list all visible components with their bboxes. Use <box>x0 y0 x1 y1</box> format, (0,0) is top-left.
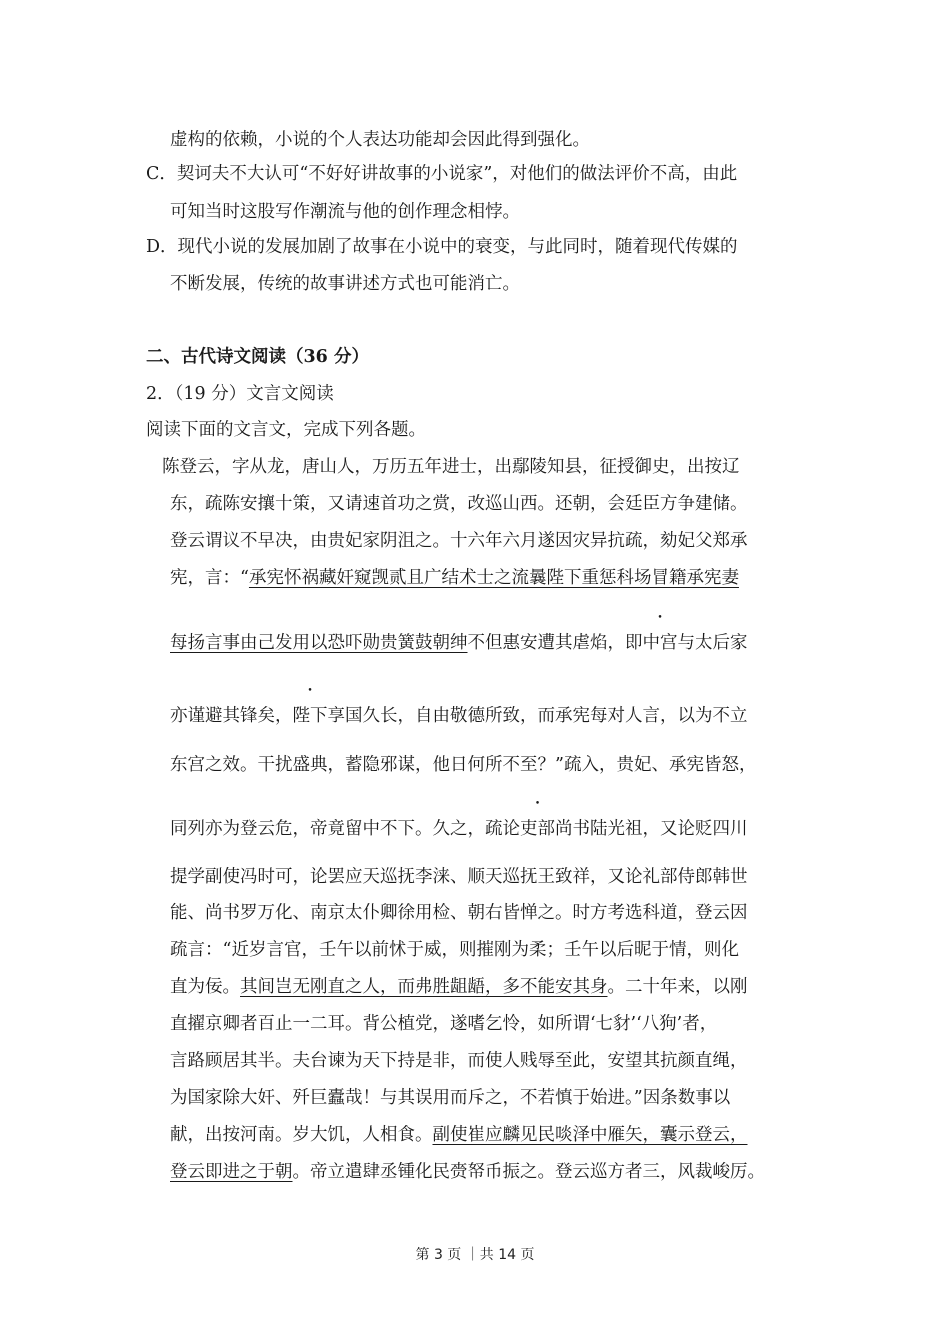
passage-line-12 <box>170 975 748 999</box>
page-footer: 第 3 页 ｜共 14 页 <box>415 1247 535 1263</box>
underlined-sentence: 承宪怀祸藏奸窥觊贰且广结术士之流曩陛下重惩科场冒籍承宪妻 <box>248 568 739 588</box>
section-heading: 二、古代诗文阅读（36 分） <box>146 347 369 367</box>
passage-text: 同列亦为登云危，帝竟留中不下。久之，疏论 <box>170 819 520 839</box>
passage-text: 享国久长，自由敬德所致，而承宪每对人言，以为不立 <box>327 706 748 726</box>
dotted-term: 陛下 <box>292 706 328 726</box>
option-d-continuation: 不断发展，传统的故事讲述方式也可能消亡。 <box>170 274 520 294</box>
passage-text: 。帝立遣肆丞锺化民赍帑币振之。登云巡方者三，风裁峻厉。 <box>292 1162 765 1182</box>
underlined-sentence: 副使崔应麟见民啖泽中雁矢，囊示登云， <box>432 1125 748 1145</box>
passage-line-11: 疏言：“近岁言官，壬午以前怵于威，则摧刚为柔；壬午以后昵于情，则化 <box>170 940 739 960</box>
underlined-sentence: 每扬言事由己发用以恐吓勋贵簧鼓朝绅 <box>170 633 468 653</box>
passage-line-5 <box>170 631 748 655</box>
passage-line-1: 陈登云，字从龙，唐山人，万历五年进士，出鄢陵知县，征授御史，出按辽 <box>162 457 740 477</box>
passage-line-13: 直擢京卿者百止一二耳。背公植党，遂嗜乞怜，如所谓‘七豺’‘八狗’者， <box>170 1014 718 1034</box>
passage-line-15: 为国家除大奸、歼巨蠹哉！与其误用而斥之，不若慎于始进。”因条数事以 <box>170 1088 731 1108</box>
passage-line-14: 言路顾居其半。夫台谏为天下持是非，而使人贱辱至此，安望其抗颜直绳， <box>170 1051 748 1071</box>
underlined-sentence: 登云即进之于朝 <box>170 1162 293 1182</box>
passage-line-4 <box>170 566 739 590</box>
passage-line-17 <box>170 1160 765 1184</box>
passage-text: 宪，言：“ <box>170 568 249 588</box>
instruction: 阅读下面的文言文，完成下列各题。 <box>146 420 426 440</box>
dotted-term: 吏部 <box>520 819 555 839</box>
option-c: C．契诃夫不大认可“不好好讲故事的小说家”，对他们的做法评价不高，由此 <box>146 164 738 184</box>
passage-line-7: 东宫之效。干扰盛典，蓄隐邪谋，他日何所不至？”疏入，贵妃、承宪皆怒， <box>170 755 757 775</box>
passage-line-6 <box>170 704 748 728</box>
option-b-continuation: 虚构的依赖，小说的个人表达功能却会因此得到强化。 <box>170 130 590 150</box>
underlined-sentence: 其间岂无刚直之人，而弗胜龃龉，多不能安其身 <box>240 977 608 997</box>
passage-line-8 <box>170 817 748 841</box>
passage-text: 直为佞。 <box>170 977 240 997</box>
passage-text: 亦谨避其锋矣， <box>170 706 293 726</box>
question-number: 2．（19 分）文言文阅读 <box>146 384 334 404</box>
passage-line-16 <box>170 1123 748 1147</box>
passage-text: 尚书陆光祖，又论贬四川 <box>555 819 748 839</box>
passage-line-10: 能、尚书罗万化、南京太仆卿徐用检、朝右皆惮之。时方考选科道，登云因 <box>170 903 748 923</box>
passage-text: 献，出按河南。岁大饥，人相食。 <box>170 1125 433 1145</box>
passage-line-3: 登云谓议不早决，由贵妃家阴沮之。十六年六月遂因灾异抗疏，劾妃父郑承 <box>170 531 748 551</box>
option-c-continuation: 可知当时这股写作潮流与他的创作理念相悖。 <box>170 202 520 222</box>
option-d: D．现代小说的发展加剧了故事在小说中的衰变，与此同时，随着现代传媒的 <box>146 237 738 257</box>
dotted-term: 中宫 <box>642 633 678 653</box>
passage-text: 与太后家 <box>677 633 748 653</box>
passage-line-9: 提学副使冯时可，论罢应天巡抚李涞、顺天巡抚王致祥，又论礼部侍郎韩世 <box>170 867 748 887</box>
passage-text: 不但惠安遭其虐焰，即 <box>467 633 643 653</box>
passage-text: 。二十年来，以刚 <box>607 977 748 997</box>
passage-line-2: 东，疏陈安攘十策，又请速首功之赏，改巡山西。还朝，会廷臣方争建储。 <box>170 494 748 514</box>
